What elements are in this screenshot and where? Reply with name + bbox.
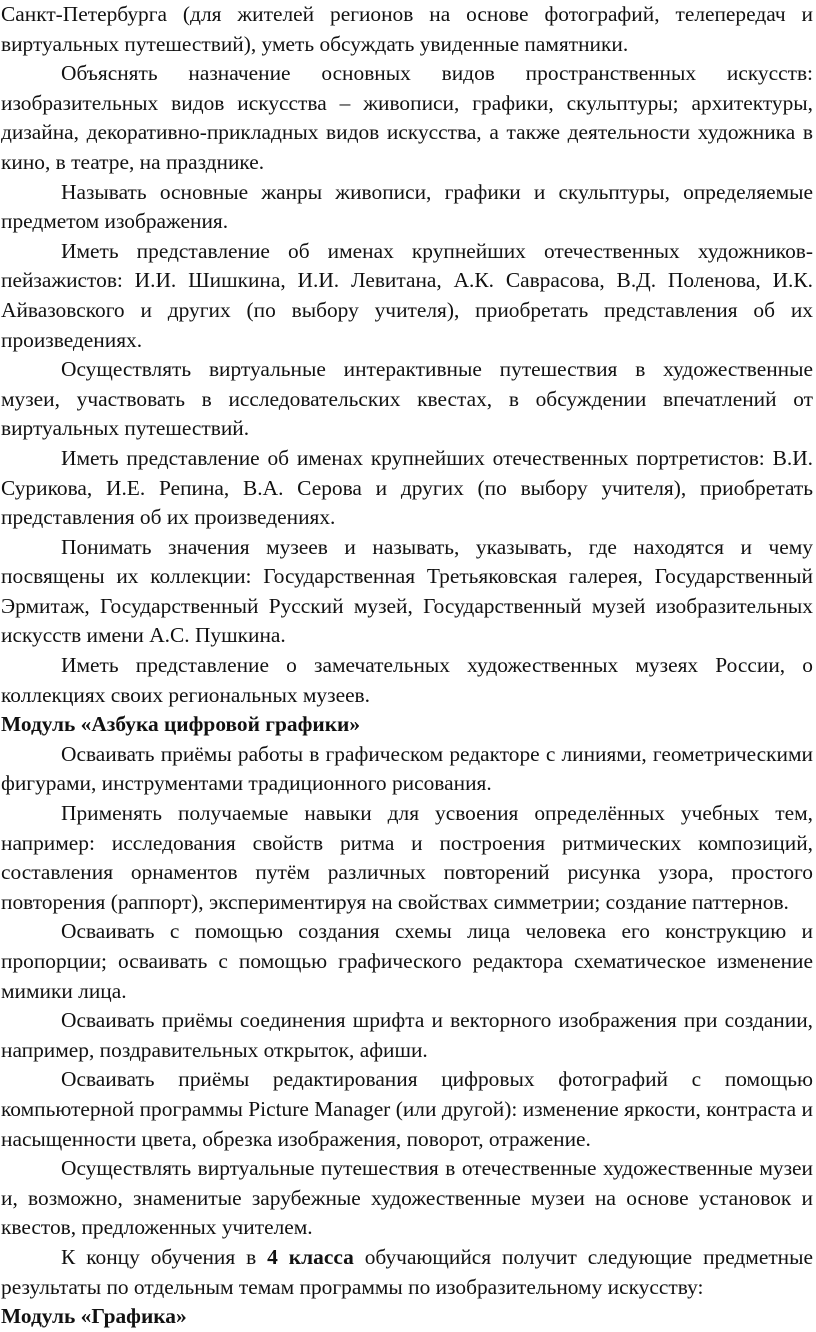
grade-results-bold: 4 класса — [267, 1244, 354, 1269]
heading-digital-graphics-module: Модуль «Азбука цифровой графики» — [1, 712, 361, 737]
paragraph-font-vector: Осваивать приёмы соединения шрифта и векторного изображения при создании, например, поздравительных открыток, афиши. — [1, 1008, 813, 1062]
paragraph-virtual-museums: Осуществлять виртуальные путешествия в отечественные художественные музеи и, возможно, знаменитые зарубежные художественные музеи на основе установок и квестов, предложенных учителем. — [1, 1156, 813, 1240]
paragraph-art-types: Объяснять назначение основных видов пространственных искусств: изобразительных видов искусства – живописи, графики, скульптуры; архитектуры, дизайна, декоративно-прикладных видов искусства, а также деятельности художника в кино, в театре, на празднике. — [1, 61, 813, 174]
paragraph-russian-museums: Иметь представление о замечательных художественных музеях России, о коллекциях своих региональных музеев. — [1, 653, 813, 707]
heading-graphics-module: Модуль «Графика» — [1, 1304, 187, 1329]
paragraph-portraitists: Иметь представление об именах крупнейших отечественных портретистов: В.И. Сурикова, И.Е. Репина, В.А. Серова и других (по выбору учителя), приобретать представления об их произведениях. — [1, 445, 813, 530]
paragraph-grade-results — [1, 1243, 813, 1302]
paragraph-genres: Называть основные жанры живописи, графики и скульптуры, определяемые предметом изображения. — [1, 179, 813, 234]
paragraph-photo-editing: Осваивать приёмы редактирования цифровых фотографий с помощью компьютерной программы Picture Manager (или другой): изменение яркости, контраста и насыщенности цвета, обрезка изображения, поворот, отражение. — [1, 1067, 813, 1151]
paragraph-landscape-painters: Иметь представление об именах крупнейших отечественных художников-пейзажистов: И.И. Шишкина, И.И. Левитана, А.К. Саврасова, В.Д. Поленова, И.К. Айвазовского и других (по выбору учителя), приобретать представления об их произведениях. — [1, 238, 813, 352]
paragraph-virtual-travel: Осуществлять виртуальные интерактивные путешествия в художественные музеи, участвовать в исследовательских квестах, в обсуждении впечатлений от виртуальных путешествий. — [1, 357, 813, 441]
paragraph-graphic-editor: Осваивать приёмы работы в графическом редакторе с линиями, геометрическими фигурами, инструментами традиционного рисования. — [1, 741, 813, 796]
grade-results-before: К концу обучения в — [61, 1244, 268, 1269]
paragraph-face-scheme: Осваивать с помощью создания схемы лица человека его конструкцию и пропорции; осваивать с помощью графического редактора схематическое изменение мимики лица. — [1, 919, 813, 1003]
paragraph-museums: Понимать значения музеев и называть, указывать, где находятся и чему посвящены их коллекции: Государственная Третьяковская галерея, Государственный Эрмитаж, Государственный Русский музей, Государственный музей изобразительных искусств имени А.С. Пушкина. — [1, 534, 813, 648]
paragraph-rhythm-patterns: Применять получаемые навыки для усвоения определённых учебных тем, например: исследования свойств ритма и построения ритмических композиций, составления орнаментов путём различных повторений рисунка узора, простого повторения (раппорт), экспериментируя на свойствах симметрии; создание паттернов. — [1, 801, 813, 914]
paragraph-continuation: Санкт-Петербурга (для жителей регионов на основе фотографий, телепередач и виртуальных путешествий), уметь обсуждать увиденные памятники. — [1, 2, 813, 56]
grade-results-after: обучающийся получит следующие предметные результаты по отдельным темам программы по изобразительному искусству: — [1, 1244, 813, 1299]
